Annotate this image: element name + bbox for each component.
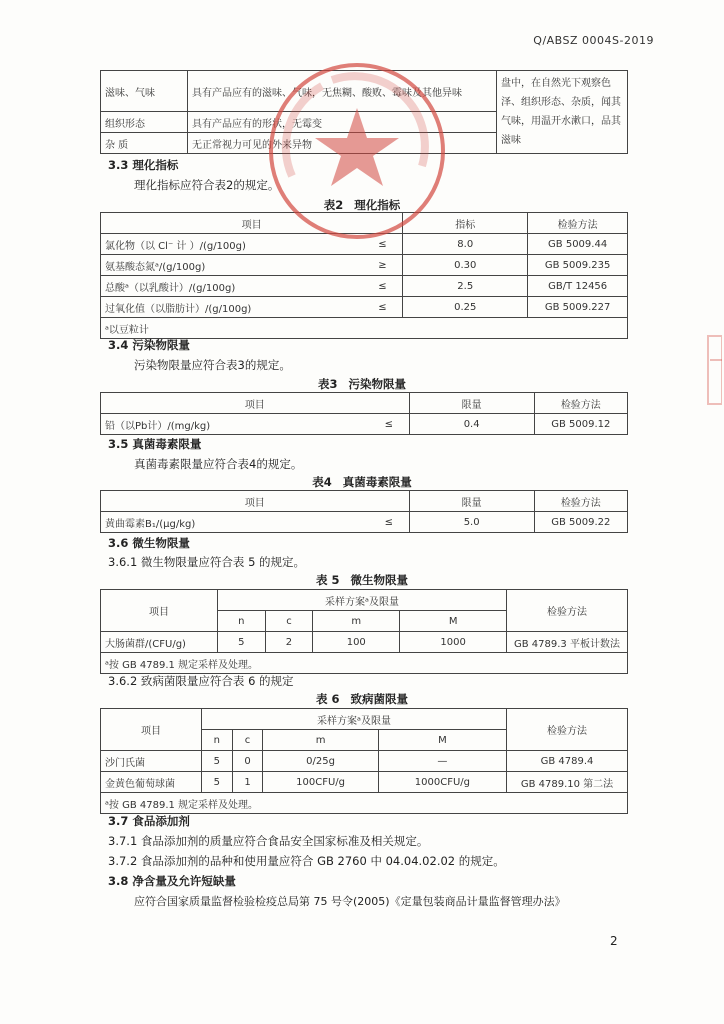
section-heading: 3.4 污染物限量	[108, 338, 190, 352]
paragraph: 3.7.2 食品添加剂的品种和使用量应符合 GB 2760 中 04.04.02.02 的规定。	[108, 854, 505, 868]
table-cell: GB 5009.22	[534, 512, 627, 533]
table-name: 污染物限量	[348, 377, 406, 391]
paragraph: 理化指标应符合表2的规定。	[134, 178, 280, 192]
table-name: 理化指标	[354, 198, 401, 212]
table-header-row	[101, 709, 628, 730]
header-cell: 项目	[101, 491, 410, 512]
table-row	[101, 276, 628, 297]
header-cell: 检验方法	[507, 590, 628, 632]
table-cell: 盘中，在自然光下观察色泽、组织形态、杂质，闻其气味，用温开水漱口，品其滋味	[497, 71, 628, 154]
table-note-row	[101, 318, 628, 339]
table-title	[0, 572, 724, 588]
table-row	[101, 255, 628, 276]
table-cell: 1000	[400, 632, 507, 653]
table-name: 真菌毒素限量	[342, 475, 412, 489]
table-cell: ≤	[381, 414, 410, 435]
header-cell: 项目	[101, 213, 403, 234]
paragraph: 3.6.1 微生物限量应符合表 5 的规定。	[108, 555, 306, 569]
table-cell: 总酸ᵃ（以乳酸计）/(g/100g)	[101, 276, 375, 297]
header-cell: 限量	[409, 491, 534, 512]
table-header-row	[101, 393, 628, 414]
table-cell: 0.4	[409, 414, 534, 435]
table-number: 表 6	[316, 692, 340, 706]
section-heading: 3.6 微生物限量	[108, 536, 190, 550]
table-note: ᵃ以豆粒计	[101, 318, 628, 339]
table-number: 表4	[312, 475, 332, 489]
table-cell: ≤	[374, 276, 403, 297]
header-cell: n	[202, 730, 233, 751]
header-cell: n	[218, 611, 266, 632]
header-cell: 采样方案ᵃ及限量	[218, 590, 507, 611]
table-header-row	[101, 491, 628, 512]
table-name: 致病菌限量	[350, 692, 408, 706]
header-cell: M	[378, 730, 506, 751]
table-cell: 过氧化值（以脂肪计）/(g/100g)	[101, 297, 375, 318]
edge-seal-mark	[708, 336, 722, 404]
header-cell: m	[263, 730, 378, 751]
table-cell: 氨基酸态氮ᵃ/(g/100g)	[101, 255, 375, 276]
table-cell: 2.5	[403, 276, 528, 297]
table-cell: GB 5009.227	[528, 297, 628, 318]
table-note: ᵃ按 GB 4789.1 规定采样及处理。	[101, 793, 628, 814]
table-cell: 沙门氏菌	[101, 751, 202, 772]
table-cell: GB 5009.44	[528, 234, 628, 255]
header-cell: 检验方法	[507, 709, 628, 751]
table-cell: 100CFU/g	[263, 772, 378, 793]
table-cell: 5	[202, 751, 233, 772]
mycotoxin-table	[100, 490, 628, 533]
header-cell: 指标	[403, 213, 528, 234]
section-heading: 3.8 净含量及允许短缺量	[108, 874, 236, 888]
table-cell: 组织形态	[101, 112, 188, 133]
section-heading: 3.5 真菌毒素限量	[108, 437, 202, 451]
table-note-row	[101, 653, 628, 674]
table-cell: 无正常视力可见的外来异物	[188, 133, 497, 154]
table-cell: 氯化物（以 Cl⁻ 计 ）/(g/100g)	[101, 234, 375, 255]
paragraph: 3.7.1 食品添加剂的质量应符合食品安全国家标准及相关规定。	[108, 834, 429, 848]
table-cell: 8.0	[403, 234, 528, 255]
table-cell: 杂 质	[101, 133, 188, 154]
table-cell: GB/T 12456	[528, 276, 628, 297]
header-cell: m	[313, 611, 400, 632]
table-title	[0, 376, 724, 392]
paragraph: 污染物限量应符合表3的规定。	[134, 358, 291, 372]
header-cell: 项目	[101, 393, 410, 414]
table-title	[0, 474, 724, 490]
table-row	[101, 772, 628, 793]
header-cell: 限量	[409, 393, 534, 414]
table-cell: 滋味、气味	[101, 71, 188, 112]
table-cell: ≥	[374, 255, 403, 276]
table-cell: ≤	[374, 297, 403, 318]
header-cell: 项目	[101, 709, 202, 751]
section-heading: 3.3 理化指标	[108, 158, 179, 172]
edge-seal-icon	[706, 330, 722, 410]
table-cell: 0.30	[403, 255, 528, 276]
table-note-row	[101, 793, 628, 814]
header-cell: 检验方法	[534, 393, 627, 414]
header-cell: 检验方法	[528, 213, 628, 234]
table-header-row	[101, 590, 628, 611]
section-heading: 3.7 食品添加剂	[108, 814, 190, 828]
header-cell: c	[232, 730, 263, 751]
seal-star	[315, 108, 399, 186]
paragraph: 真菌毒素限量应符合表4的规定。	[134, 457, 303, 471]
page-number: 2	[610, 934, 618, 948]
header-cell: 项目	[101, 590, 218, 632]
table-cell: GB 4789.4	[507, 751, 628, 772]
table-row	[101, 512, 628, 533]
company-seal-icon	[262, 56, 452, 246]
table-cell: 具有产品应有的滋味、气味，无焦糊、酸败、霉味及其他异味	[188, 71, 497, 112]
table-title	[0, 691, 724, 707]
table-cell: 大肠菌群/(CFU/g)	[101, 632, 218, 653]
table-cell: 0	[232, 751, 263, 772]
contaminant-table	[100, 392, 628, 435]
table-cell: 黄曲霉素B₁/(μg/kg)	[101, 512, 381, 533]
table-cell: 1	[232, 772, 263, 793]
table-cell: GB 5009.235	[528, 255, 628, 276]
seal-lettering-arc	[286, 86, 322, 176]
table-cell: 5.0	[409, 512, 534, 533]
table-row	[101, 632, 628, 653]
table-cell: —	[378, 751, 506, 772]
table-cell: 5	[218, 632, 266, 653]
table-number: 表3	[318, 377, 338, 391]
table-number: 表2	[323, 198, 344, 212]
standard-number: Q/ABSZ 0004S-2019	[533, 34, 654, 47]
table-note: ᵃ按 GB 4789.1 规定采样及处理。	[101, 653, 628, 674]
header-cell: 检验方法	[534, 491, 627, 512]
table-cell: 2	[265, 632, 313, 653]
microbe-table	[100, 589, 628, 674]
table-cell: ≤	[374, 234, 403, 255]
paragraph: 应符合国家质量监督检验检疫总局第 75 号令(2005)《定量包装商品计量监督管理办法》	[134, 895, 566, 908]
table-cell: GB 5009.12	[534, 414, 627, 435]
pathogen-table	[100, 708, 628, 814]
table-cell: GB 4789.3 平板计数法	[507, 632, 628, 653]
table-cell: 铅（以Pb计）/(mg/kg)	[101, 414, 381, 435]
table-cell: 具有产品应有的形状，无霉变	[188, 112, 497, 133]
table-cell: 5	[202, 772, 233, 793]
table-cell: 1000CFU/g	[378, 772, 506, 793]
table-row	[101, 751, 628, 772]
table-cell: 0.25	[403, 297, 528, 318]
table-cell: 金黄色葡萄球菌	[101, 772, 202, 793]
table-cell: 0/25g	[263, 751, 378, 772]
table-row	[101, 414, 628, 435]
table-row	[101, 297, 628, 318]
header-cell: M	[400, 611, 507, 632]
header-cell: 采样方案ᵃ及限量	[202, 709, 507, 730]
table-name: 微生物限量	[350, 573, 408, 587]
table-number: 表 5	[316, 573, 340, 587]
table-cell: ≤	[381, 512, 410, 533]
table-cell: 100	[313, 632, 400, 653]
paragraph: 3.6.2 致病菌限量应符合表 6 的规定	[108, 674, 294, 688]
header-cell: c	[265, 611, 313, 632]
table-cell: GB 4789.10 第二法	[507, 772, 628, 793]
